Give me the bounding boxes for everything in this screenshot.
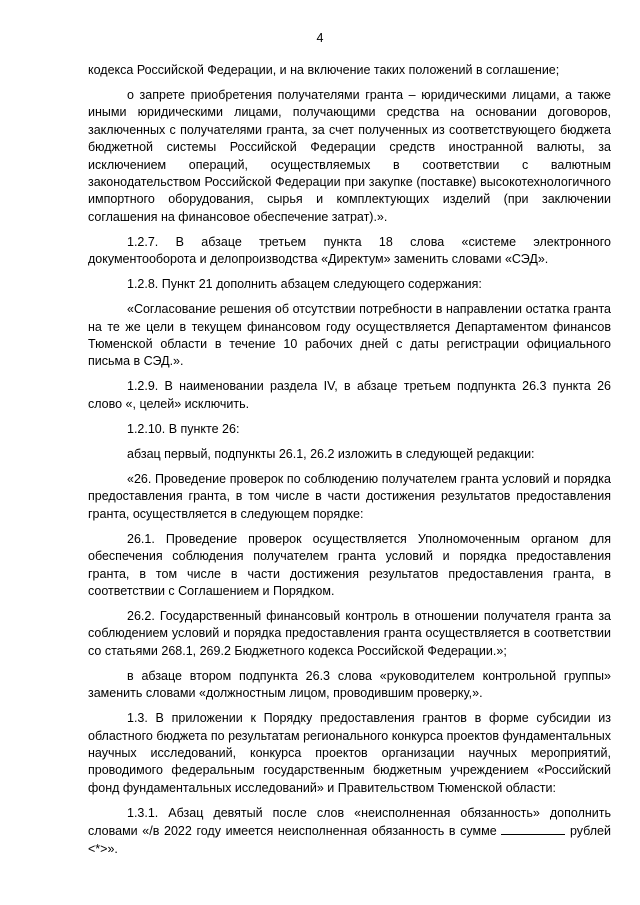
paragraph-26: «26. Проведение проверок по соблюдению получателем гранта условий и порядка предоставления гранта, в том числе в части достижения результатов предоставления гранта, осуществляется в следующем порядке: [88, 471, 611, 521]
paragraph-1-2-10: 1.2.10. В пункте 26: [127, 421, 240, 436]
paragraph-1-3: 1.3. В приложении к Порядку предоставления грантов в форме субсидии из областного бюджета по результатам регионального конкурса проектов фундаментальных научных исследований, конкурса проектов организации научных мероприятий, проводимого федеральным государственным бюджетным учреждением «Российский фонд фундаментальных исследований» и Правительством Тюменской области: [88, 711, 611, 795]
paragraph-continuation: кодекса Российской Федерации, и на включение таких положений в соглашение; [88, 63, 560, 77]
document-body [88, 62, 611, 866]
amount-blank-line [501, 822, 565, 835]
paragraph-1-2-8: 1.2.8. Пункт 21 дополнить абзацем следующего содержания: [127, 277, 482, 292]
paragraph-26-1: 26.1. Проведение проверок осуществляется Уполномоченным органом для обеспечения соблюдения получателем гранта условий и порядка предоставления гранта, в том числе в части достижения результатов предоставления гранта, в соответствии с Соглашением и Порядком. [88, 531, 611, 598]
page-number: 4 [316, 31, 324, 45]
paragraph-first-abzac: абзац первый, подпункты 26.1, 26.2 изложить в следующей редакции: [127, 446, 535, 461]
paragraph-1-3-1-tail: рублей <*>». [88, 824, 611, 856]
paragraph-26-3: в абзаце втором подпункта 26.3 слова «руководителем контрольной группы» заменить словами «должностным лицом, проводившим проверку,». [88, 668, 611, 701]
paragraph-approval-decision: «Согласование решения об отсутствии потребности в направлении остатка гранта на те же цели в текущем финансовом году осуществляется Департаментом финансов Тюменской области в течение 10 рабочих дней с даты регистрации официального письма в СЭД.». [88, 302, 611, 369]
paragraph-1-3-1-text: 1.3.1. Абзац девятый после слов «неисполненная обязанность» дополнить словами «/в 2022 году имеется неисполненная обязанность в сумме [88, 805, 611, 839]
paragraph-1-3-1 [88, 805, 611, 858]
paragraph-currency-prohibition: о запрете приобретения получателями гранта – юридическими лицами, а также иными юридическими лицами, получающими средства на основании договоров, заключенных с получателями гранта, за счет полученных из соответствующего бюджета бюджетной системы Российской Федерации средств иностранной валюты, за исключением операций, осуществляемых в соответствии с валютным законодательством Российской Федерации при закупке (поставке) высокотехнологичного импортного оборудования, сырья и комплектующих изделий (при заключении соглашения на финансовое обеспечение затрат).». [88, 88, 611, 224]
paragraph-26-2: 26.2. Государственный финансовый контроль в отношении получателя гранта за соблюдением условий и порядка предоставления гранта осуществляется в соответствии со статьями 268.1, 269.2 Бюджетного кодекса Российской Федерации.»; [88, 608, 611, 658]
paragraph-1-2-7: 1.2.7. В абзаце третьем пункта 18 слова «системе электронного документооборота и делопроизводства «Директум» заменить словами «СЭД». [88, 234, 611, 267]
paragraph-1-2-9: 1.2.9. В наименовании раздела IV, в абзаце третьем подпункта 26.3 пункта 26 слово «, целей» исключить. [88, 379, 611, 411]
